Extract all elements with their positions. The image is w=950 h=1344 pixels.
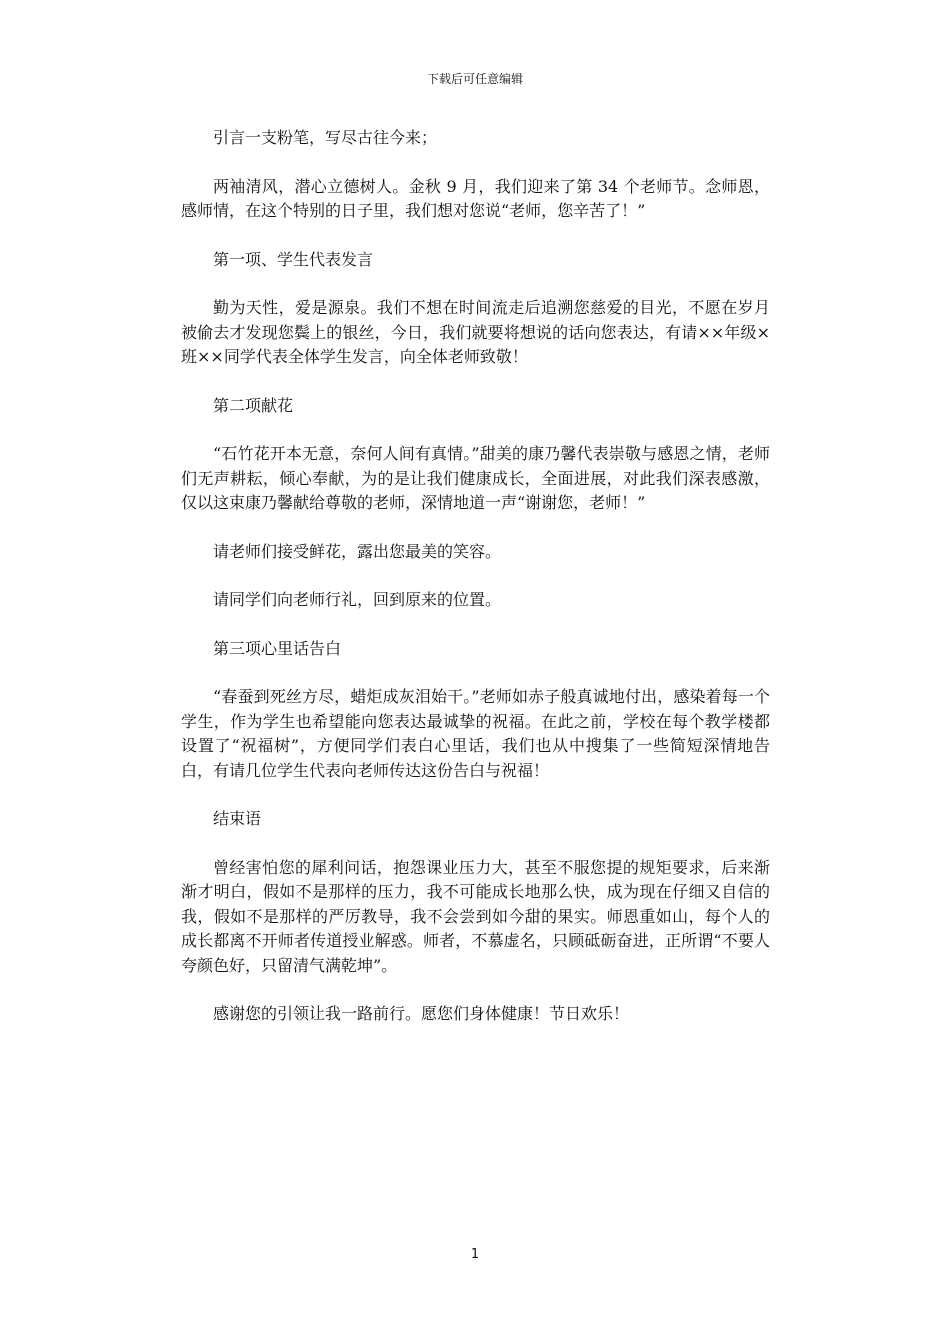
paragraph-flowers: 请老师们接受鲜花，露出您最美的笑容。 xyxy=(213,541,502,561)
paragraph-salute: 请同学们向老师行礼，回到原来的位置。 xyxy=(213,590,502,609)
paragraph-conclusion: 曾经害怕您的犀利问话，抱怨课业压力大，甚至不服您提的规矩要求，后来渐渐才明白，假如不是那样的压力，我不可能成长地那么快，成为现在仔细又自信的我，假如不是那样的严厉教导，我不会尝到如今甜的果实。师恩重如山，每个人的成长都离不开师者传道授业解惑。师者，不慕虚名，只顾砥砺奋进，正所谓“不要人夸颜色好，只留清气满乾坤”。 xyxy=(181,857,770,975)
section-heading-conclusion: 结束语 xyxy=(213,809,262,828)
paragraph-intro: 引言一支粉笔，写尽古往今来； xyxy=(213,128,438,147)
paragraph-opening: 两袖清风，潜心立德树人。金秋 9 月，我们迎来了第 34 个老师节。念师恩，感师情，在这个特别的日子里，我们想对您说“老师，您辛苦了！” xyxy=(181,176,770,220)
paragraph-closing: 感谢您的引领让我一路前行。愿您们身体健康！节日欢乐！ xyxy=(213,1004,630,1023)
section-heading-3: 第三项心里话告白 xyxy=(213,638,342,658)
page-number: 1 xyxy=(470,1247,480,1262)
paragraph-section-1: 勤为天性，爱是源泉。我们不想在时间流走后追溯您慈爱的目光，不愿在岁月被偷去才发现您鬓上的银丝，今日，我们就要将想说的话向您表达，有请××年级×班××同学代表全体学生发言，向全体老师致敬！ xyxy=(181,298,770,366)
paragraph-section-2: “石竹花开本无意，奈何人间有真情。”甜美的康乃馨代表崇敬与感恩之情，老师们无声耕耘，倾心奉献，为的是让我们健康成长，全面进展，对此我们深表感激，仅以这束康乃馨献给尊敬的老师，深情地道一声“谢谢您，老师！” xyxy=(181,444,770,512)
section-heading-1: 第一项、学生代表发言 xyxy=(213,249,374,269)
header-note: 下载后可任意编辑 xyxy=(426,72,523,86)
document-body xyxy=(181,126,770,1051)
section-heading-2: 第二项献花 xyxy=(213,395,294,415)
paragraph-section-3: “春蚕到死丝方尽，蜡炬成灰泪始干。”老师如赤子般真诚地付出，感染着每一个学生，作为学生也希望能向您表达最诚挚的祝福。在此之前，学校在每个教学楼都设置了“祝福树”，方便同学们表白心里话，我们也从中搜集了一些简短深情地告白，有请几位学生代表向老师传达这份告白与祝福！ xyxy=(181,687,770,780)
